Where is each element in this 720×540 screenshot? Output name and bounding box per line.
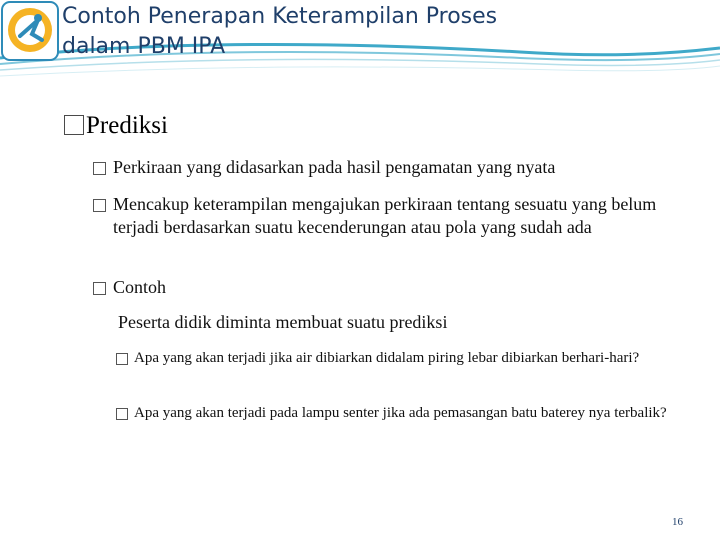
example-intro: Peserta didik diminta membuat suatu prediksi xyxy=(118,312,448,332)
heading-text: Prediksi xyxy=(86,112,168,139)
bullet-item xyxy=(93,276,673,299)
title-line-2: dalam PBM IPA xyxy=(62,34,226,59)
slide-header xyxy=(0,0,720,80)
square-bullet-icon xyxy=(93,162,106,175)
kurikulum-2013-logo-icon xyxy=(0,0,60,62)
square-bullet-icon xyxy=(93,199,106,212)
square-bullet-icon xyxy=(64,115,84,135)
title-line-1: Contoh Penerapan Keterampilan Proses xyxy=(62,4,498,29)
slide-title xyxy=(62,2,497,62)
sub-bullet-text: Apa yang akan terjadi jika air dibiarkan didalam piring lebar dibiarkan berhari-hari? xyxy=(134,350,640,366)
bullet-item xyxy=(93,193,673,239)
bullet-text: Mencakup keterampilan mengajukan perkiraan tentang sesuatu yang belum terjadi berdasarkan suatu kecenderungan atau pola yang sudah ada xyxy=(113,194,657,237)
square-bullet-icon xyxy=(93,282,106,295)
square-bullet-icon xyxy=(116,408,128,420)
sub-bullet-text: Apa yang akan terjadi pada lampu senter jika ada pemasangan batu baterey nya terbalik? xyxy=(134,405,667,421)
page-number: 16 xyxy=(672,516,683,528)
square-bullet-icon xyxy=(116,353,128,365)
sub-bullet-item xyxy=(116,348,686,369)
sub-bullet-item xyxy=(116,403,686,424)
bullet-item xyxy=(93,156,673,179)
bullet-text: Contoh xyxy=(113,277,167,297)
section-heading xyxy=(64,112,168,140)
bullet-text: Perkiraan yang didasarkan pada hasil pengamatan yang nyata xyxy=(113,157,556,177)
